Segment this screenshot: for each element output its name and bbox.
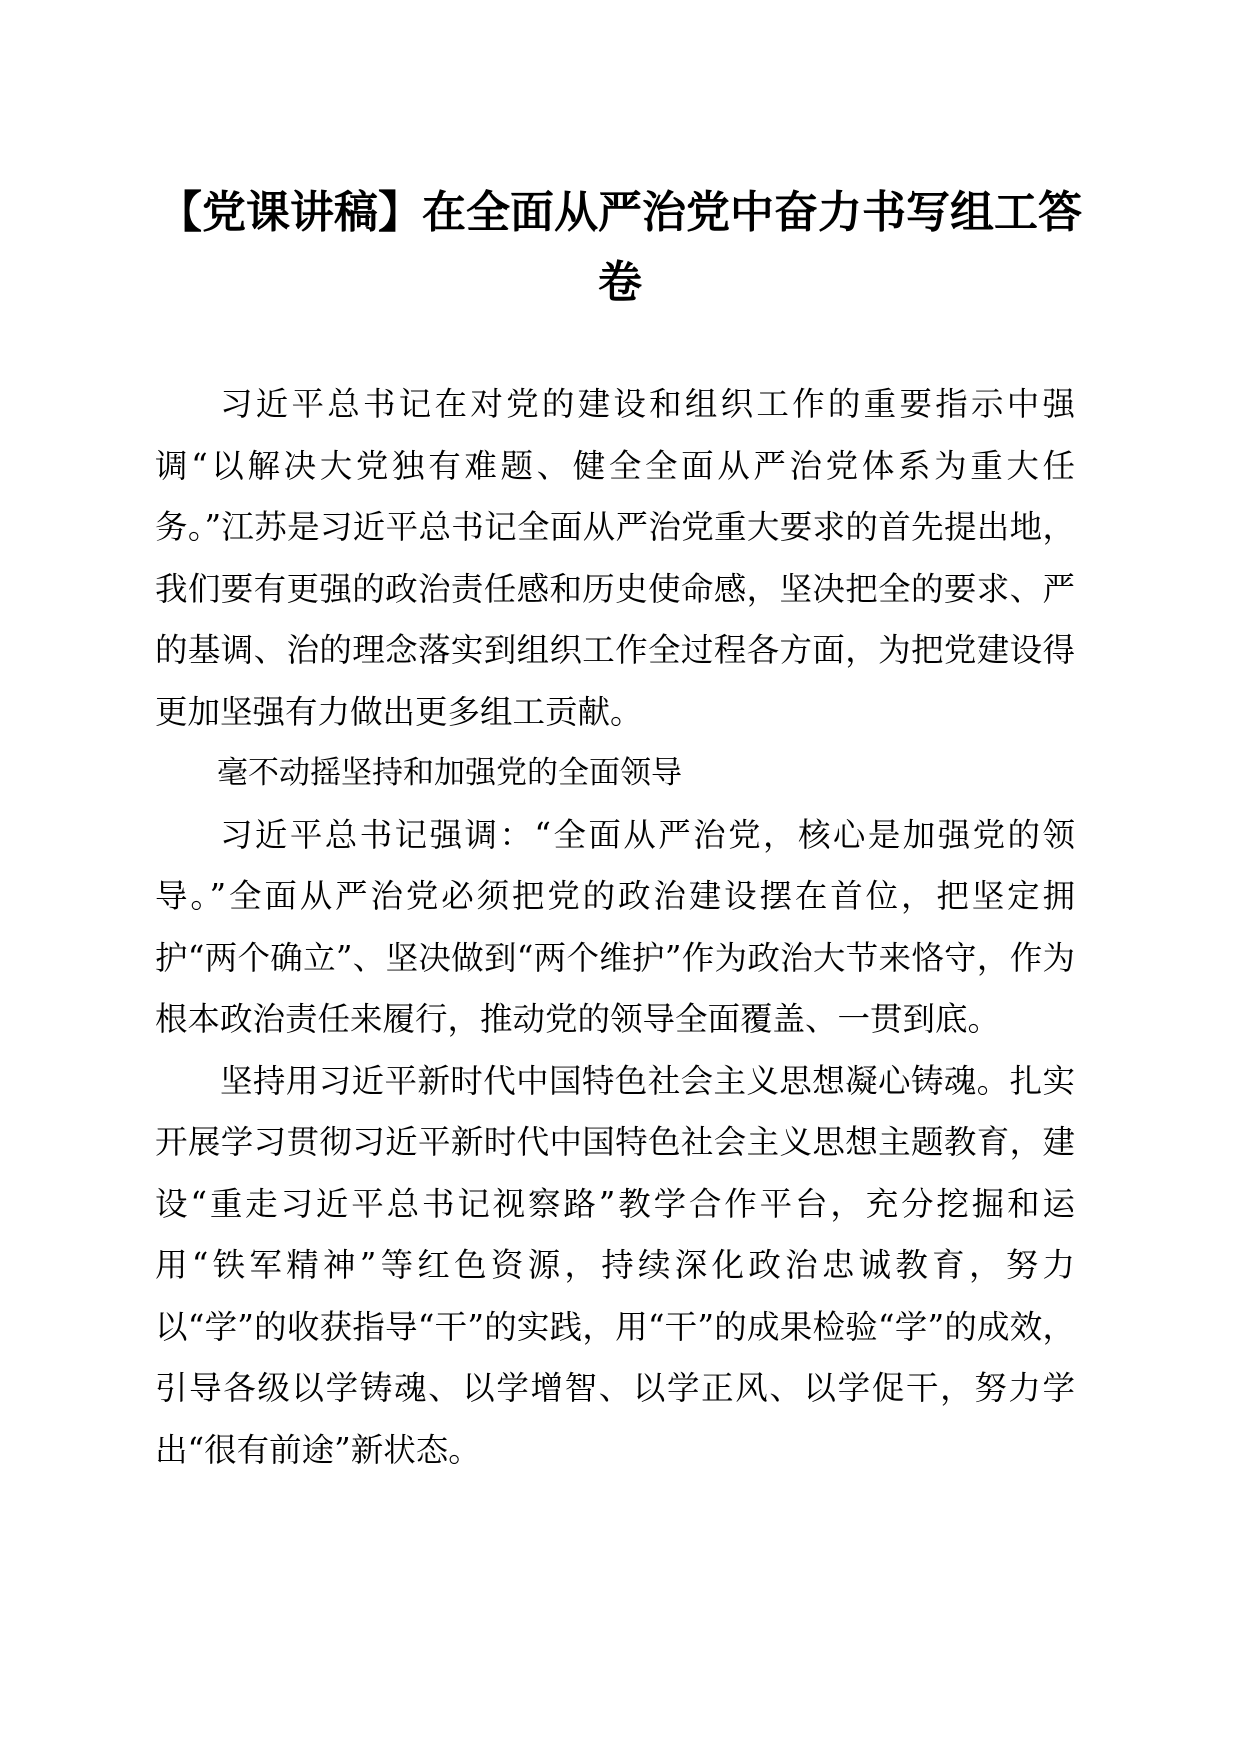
document-body — [155, 374, 1075, 1481]
document-title: 【党课讲稿】在全面从严治党中奋力书写组工答卷 — [158, 187, 1082, 308]
paragraph-thought: 坚持用习近平新时代中国特色社会主义思想凝心铸魂。扎实开展学习贯彻习近平新时代中国特色社会主义思想主题教育，建设“重走习近平总书记视察路”教学合作平台，充分挖掘和运用“铁军精神”等红色资源，持续深化政治忠诚教育，努力以“学”的收获指导“干”的实践，用“干”的成果检验“学”的成效，引导各级以学铸魂、以学增智、以学正风、以学促干，努力学出“很有前途”新状态。 — [155, 1061, 1075, 1469]
section-heading: 毫不动摇坚持和加强党的全面领导 — [217, 755, 682, 791]
paragraph-leadership: 习近平总书记强调：“全面从严治党，核心是加强党的领导。”全面从严治党必须把党的政治建设摆在首位，把坚定拥护“两个确立”、坚决做到“两个维护”作为政治大节来恪守，作为根本政治责任来履行，推动党的领导全面覆盖、一贯到底。 — [155, 815, 1075, 1038]
paragraph-intro: 习近平总书记在对党的建设和组织工作的重要指示中强调“以解决大党独有难题、健全全面从严治党体系为重大任务。”江苏是习近平总书记全面从严治党重大要求的首先提出地，我们要有更强的政治责任感和历史使命感，坚决把全的要求、严的基调、治的理念落实到组织工作全过程各方面，为把党建设得更加坚强有力做出更多组工贡献。 — [155, 385, 1075, 731]
